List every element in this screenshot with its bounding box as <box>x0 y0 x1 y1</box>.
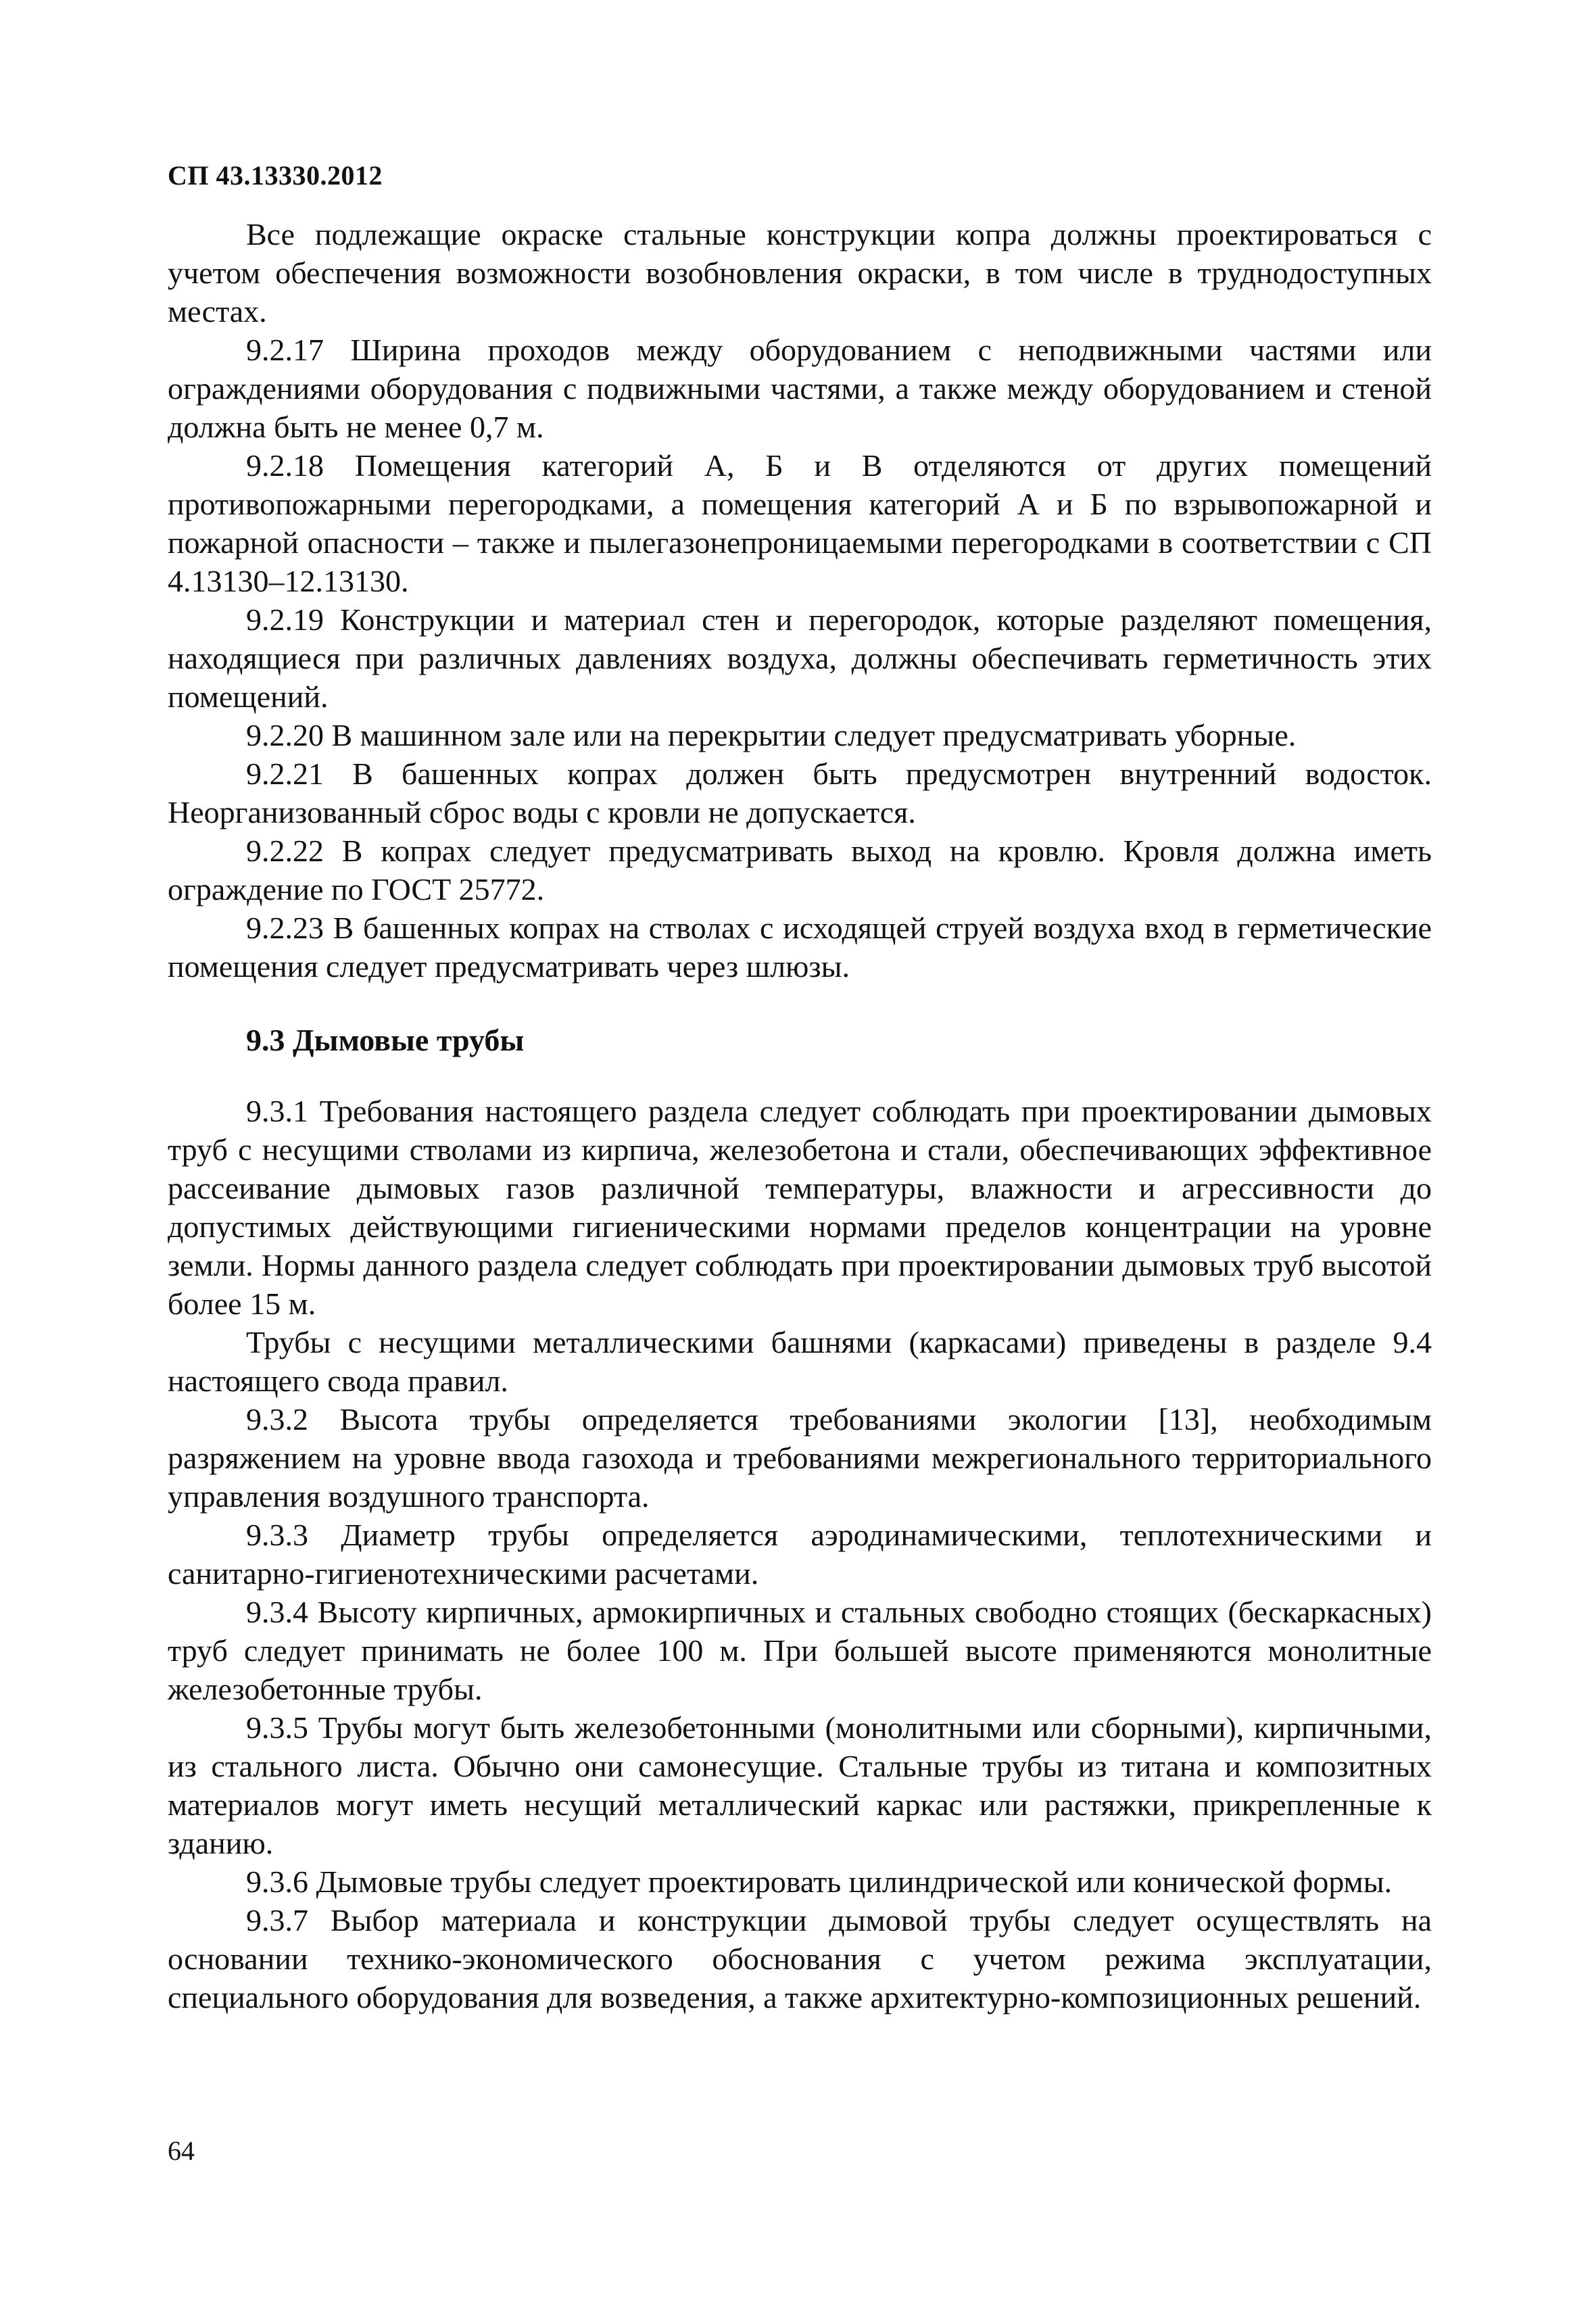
paragraph-9-3-1: 9.3.1 Требования настоящего раздела следует соблюдать при проектировании дымовых труб с несущими стволами из кирпича, железобетона и стали, обеспечивающих эффективное рассеивание дымовых газов различной температуры, влажности и агрессивности до допустимых действующими гигиеническими нормами пределов концентрации на уровне земли. Нормы данного раздела следует соблюдать при проектировании дымовых труб высотой более 15 м. <box>168 1094 1432 1321</box>
paragraph-9-3-7: 9.3.7 Выбор материала и конструкции дымовой трубы следует осуществлять на основании технико-экономического обоснования с учетом режима эксплуатации, специального оборудования для возведения, а также архитектурно-композиционных решений. <box>168 1903 1432 2015</box>
page-number: 64 <box>168 2136 195 2166</box>
paragraph-9-3-3: 9.3.3 Диаметр трубы определяется аэродинамическими, теплотехническими и санитарно-гигиенотехническими расчетами. <box>168 1518 1432 1591</box>
paragraph-9-2-17: 9.2.17 Ширина проходов между оборудованием с неподвижными частями или ограждениями оборудования с подвижными частями, а также между оборудованием и стеной должна быть не менее 0,7 м. <box>168 333 1432 444</box>
paragraph-9-2-21: 9.2.21 В башенных копрах должен быть предусмотрен внутренний водосток. Неорганизованный сброс воды с кровли не допускается. <box>168 756 1432 829</box>
paragraph-9-2-22: 9.2.22 В копрах следует предусматривать выход на кровлю. Кровля должна иметь ограждение по ГОСТ 25772. <box>168 834 1432 907</box>
paragraph-9-3-4: 9.3.4 Высоту кирпичных, армокирпичных и стальных свободно стоящих (бескаркасных) труб следует принимать не более 100 м. При большей высоте применяются монолитные железобетонные трубы. <box>168 1595 1432 1706</box>
paragraph-9-2-20: 9.2.20 В машинном зале или на перекрытии следует предусматривать уборные. <box>246 718 1297 752</box>
paragraph-9-2-23: 9.2.23 В башенных копрах на стволах с исходящей струей воздуха вход в герметические помещения следует предусматривать через шлюзы. <box>168 911 1432 984</box>
section-heading-9-3: 9.3 Дымовые трубы <box>246 1023 525 1057</box>
paragraph-9-3-2: 9.3.2 Высота трубы определяется требованиями экологии [13], необходимым разряжением на уровне ввода газохода и требованиями межрегионального территориального управления воздушного транспорта. <box>168 1402 1432 1514</box>
paragraph-9-2-19: 9.2.19 Конструкции и материал стен и перегородок, которые разделяют помещения, находящиеся при различных давлениях воздуха, должны обеспечивать герметичность этих помещений. <box>168 602 1432 714</box>
paragraph-9-3-6: 9.3.6 Дымовые трубы следует проектировать цилиндрической или конической формы. <box>246 1864 1393 1899</box>
document-code-header: СП 43.13330.2012 <box>168 160 383 191</box>
paragraph-painting: Все подлежащие окраске стальные конструкции копра должны проектироваться с учетом обеспечения возможности возобновления окраски, в том числе в труднодоступных местах. <box>168 217 1432 329</box>
paragraph-9-3-5: 9.3.5 Трубы могут быть железобетонными (монолитными или сборными), кирпичными, из стального листа. Обычно они самонесущие. Стальные трубы из титана и композитных материалов могут иметь несущий металлический каркас или растяжки, прикрепленные к зданию. <box>168 1710 1432 1860</box>
document-body <box>168 215 1432 2017</box>
paragraph-9-2-18: 9.2.18 Помещения категорий А, Б и В отделяются от других помещений противопожарными перегородками, а помещения категорий А и Б по взрывопожарной и пожарной опасности – также и пылегазонепроницаемыми перегородками в соответствии с СП 4.13130–12.13130. <box>168 448 1432 598</box>
paragraph-pipes-towers: Трубы с несущими металлическими башнями (каркасами) приведены в разделе 9.4 настоящего свода правил. <box>168 1325 1432 1398</box>
